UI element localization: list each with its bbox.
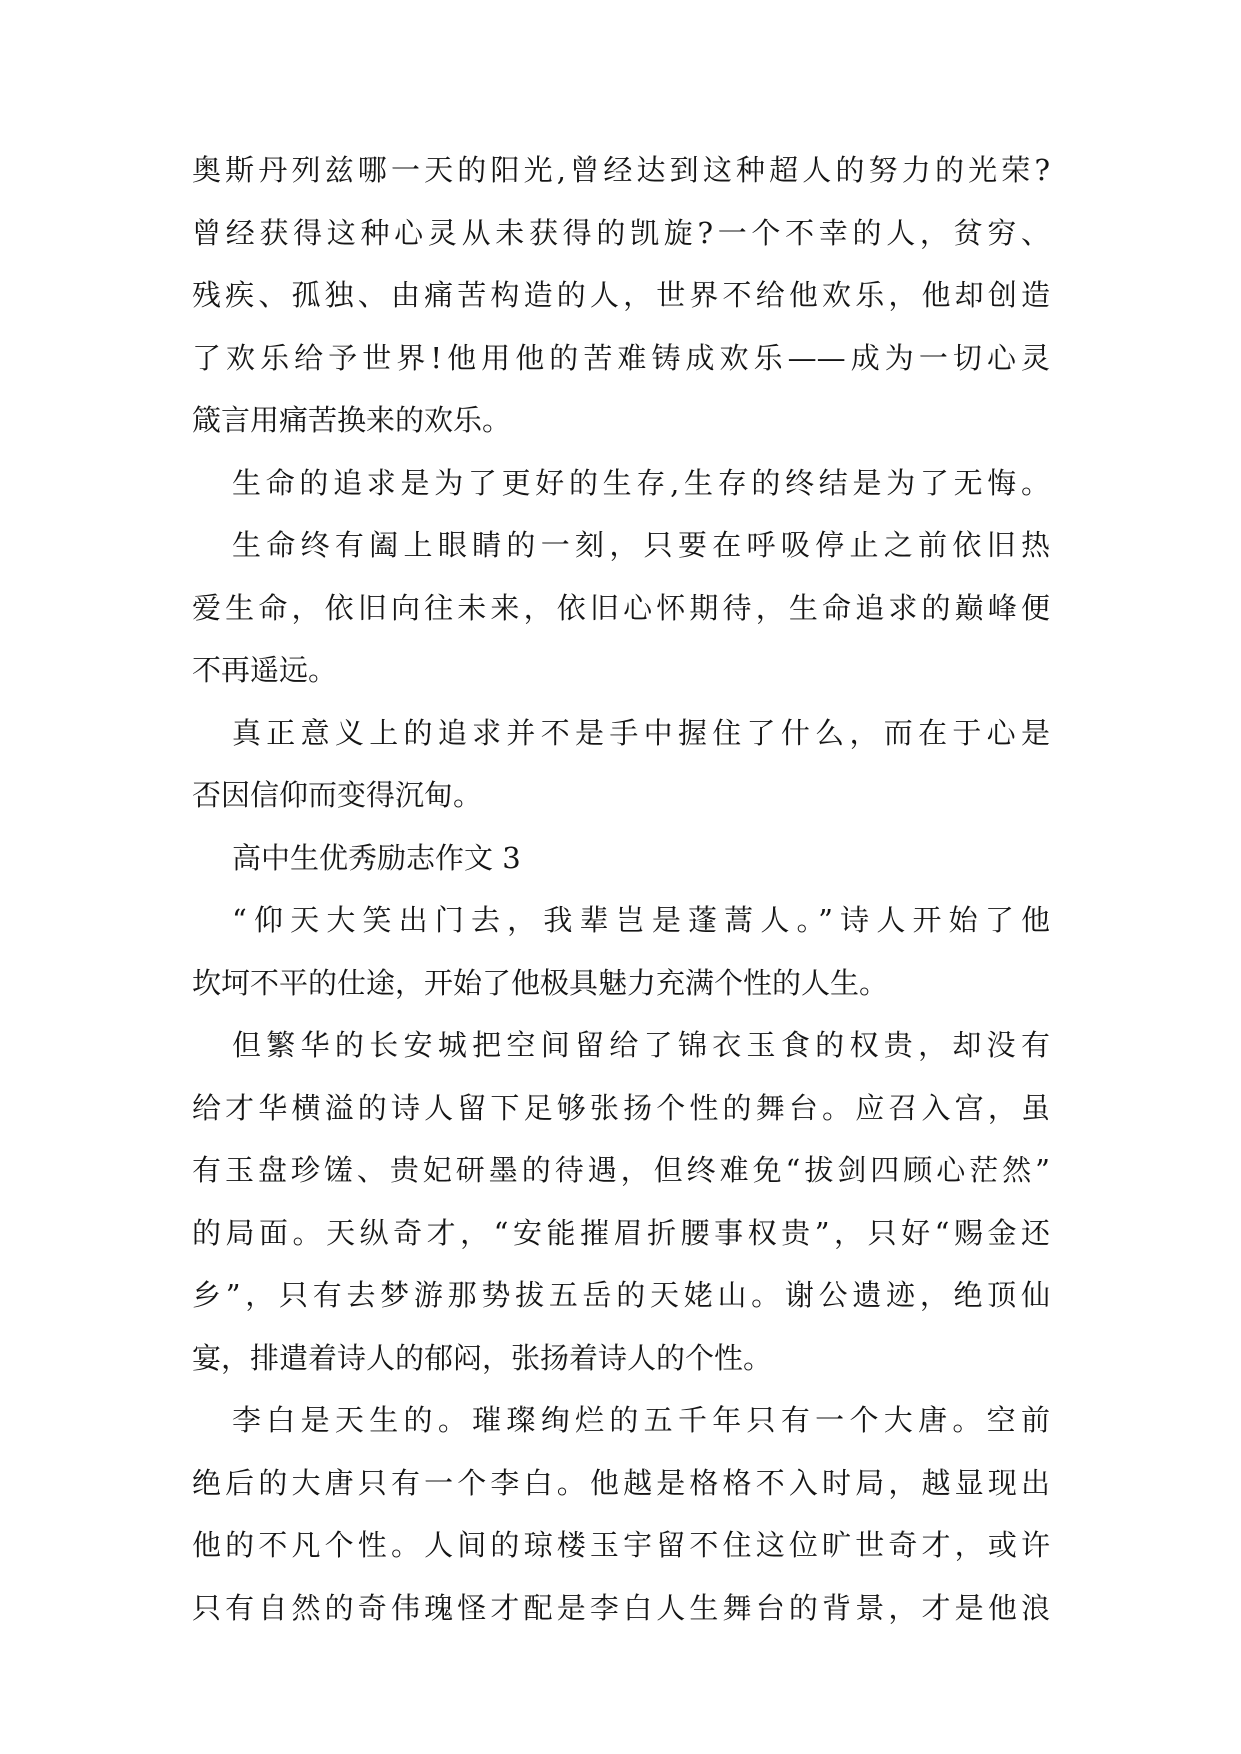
text-line: 的局面。天纵奇才，“安能摧眉折腰事权贵”，只好“赐金还 — [192, 1215, 1050, 1250]
text-line: 了欢乐给予世界!他用他的苦难铸成欢乐——成为一切心灵 — [192, 340, 1050, 375]
text-line: 绝后的大唐只有一个李白。他越是格格不入时局，越显现出 — [192, 1465, 1050, 1500]
text-line: 李白是天生的。璀璨绚烂的五千年只有一个大唐。空前 — [232, 1403, 1050, 1437]
paragraph — [192, 1389, 1050, 1639]
text-line: 否因信仰而变得沉甸。 — [192, 778, 483, 812]
text-line: 坎坷不平的仕途，开始了他极具魅力充满个性的人生。 — [192, 965, 889, 1000]
text-line: 乡”，只有去梦游那势拔五岳的天姥山。谢公遗迹，绝顶仙 — [192, 1278, 1050, 1312]
text-line: 但繁华的长安城把空间留给了锦衣玉食的权贵，却没有 — [232, 1028, 1050, 1062]
text-line: 宴，排遣着诗人的郁闷，张扬着诗人的个性。 — [192, 1340, 773, 1375]
section-heading-text: 高中生优秀励志作文 3 — [232, 840, 521, 875]
text-line: 生命的追求是为了更好的生存,生存的终结是为了无悔。 — [232, 465, 1050, 500]
text-line: 有玉盘珍馐、贵妃研墨的待遇，但终难免“拔剑四顾心茫然” — [192, 1153, 1050, 1187]
text-line: 真正意义上的追求并不是手中握住了什么，而在于心是 — [232, 715, 1050, 750]
text-line: 只有自然的奇伟瑰怪才配是李白人生舞台的背景，才是他浪 — [192, 1590, 1050, 1625]
text-line: 箴言用痛苦换来的欢乐。 — [192, 403, 512, 437]
text-line: 生命终有阖上眼睛的一刻，只要在呼吸停止之前依旧热 — [232, 528, 1050, 562]
body-text — [192, 139, 1050, 1639]
section-heading — [192, 827, 1050, 890]
paragraph — [192, 1014, 1050, 1389]
text-line: 残疾、孤独、由痛苦构造的人，世界不给他欢乐，他却创造 — [192, 278, 1050, 312]
paragraph — [192, 702, 1050, 827]
paragraph — [192, 514, 1050, 702]
text-line: 曾经获得这种心灵从未获得的凯旋?一个不幸的人，贫穷、 — [192, 215, 1050, 250]
text-line: “仰天大笑出门去，我辈岂是蓬蒿人。”诗人开始了他 — [232, 903, 1050, 937]
text-line: 给才华横溢的诗人留下足够张扬个性的舞台。应召入宫，虽 — [192, 1090, 1050, 1125]
paragraph — [192, 452, 1050, 515]
text-line: 他的不凡个性。人间的琼楼玉宇留不住这位旷世奇才，或许 — [192, 1528, 1050, 1562]
paragraph — [192, 889, 1050, 1014]
text-line: 奥斯丹列兹哪一天的阳光,曾经达到这种超人的努力的光荣? — [192, 153, 1050, 187]
text-line: 爱生命，依旧向往未来，依旧心怀期待，生命追求的巅峰便 — [192, 590, 1050, 625]
paragraph — [192, 139, 1050, 452]
text-line: 不再遥远。 — [192, 653, 338, 687]
